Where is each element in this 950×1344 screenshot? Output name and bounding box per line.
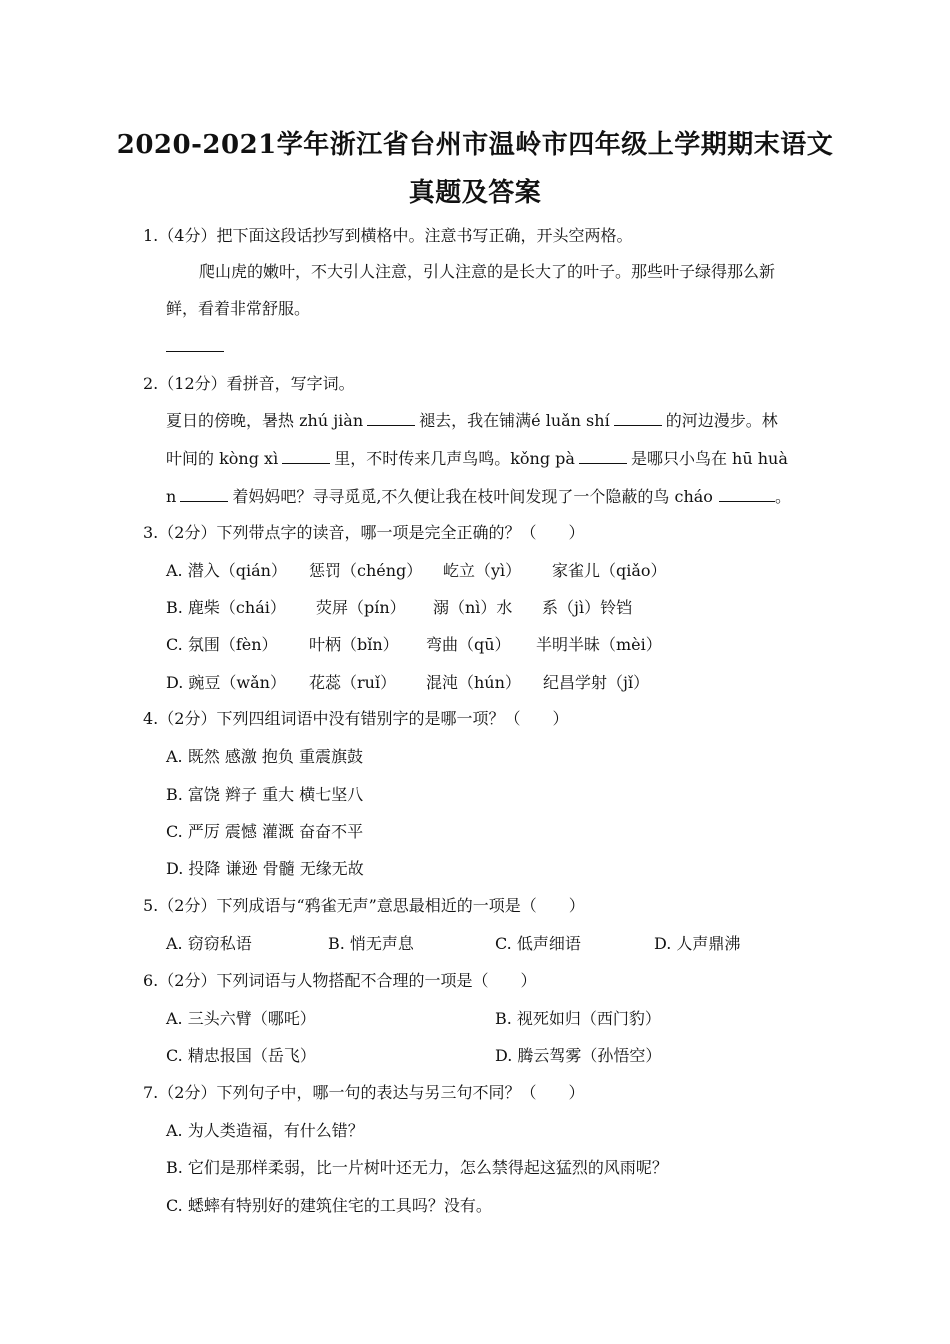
question-4-option-a: A. 既然 感激 抱负 重震旗鼓 [166, 747, 363, 766]
fill-blank [719, 487, 775, 502]
question-3-option-b [166, 597, 632, 619]
option-item: 纪昌学射（jǐ） [543, 673, 650, 692]
question-7-stem: 7.（2分）下列句子中，哪一句的表达与另三句不同？（ ） [143, 1083, 585, 1102]
question-2-line2 [166, 448, 788, 470]
q2-text: 里，不时传来几声鸟鸣。kǒng pà [334, 449, 575, 468]
option-item: D. 腾云驾雾（孙悟空） [495, 1046, 662, 1065]
question-7-option-a: A. 为人类造福，有什么错？ [166, 1121, 364, 1140]
option-item: 弯曲（qū） [426, 635, 511, 654]
question-1-stem: 1.（4分）把下面这段话抄写到横格中。注意书写正确，开头空两格。 [143, 226, 633, 245]
question-1-passage-line2: 鲜，看着非常舒服。 [166, 299, 311, 318]
option-item: 混沌（hún） [426, 673, 521, 692]
question-4-option-c: C. 严厉 震憾 灌溉 奋奋不平 [166, 822, 364, 841]
q2-text: 褪去，我在铺满é luǎn shí [419, 411, 610, 430]
q2-text: n [166, 487, 177, 506]
option-item: 溺（nì）水 [433, 598, 513, 617]
question-4-option-b: B. 富饶 辫子 重大 横七坚八 [166, 785, 364, 804]
document-title-line1: 2020-2021学年浙江省台州市温岭市四年级上学期期末语文 [116, 130, 834, 160]
document-title-line2: 真题及答案 [408, 178, 542, 208]
q2-text: 是哪只小鸟在 hū huà [630, 449, 788, 468]
option-item: 半明半昧（mèi） [536, 635, 662, 654]
question-6-stem: 6.（2分）下列词语与人物搭配不合理的一项是（ ） [143, 971, 537, 990]
option-item: 荧屏（pín） [316, 598, 406, 617]
question-7-option-b: B. 它们是那样柔弱，比一片树叶还无力，怎么禁得起这猛烈的风雨呢？ [166, 1158, 668, 1177]
option-item: 花蕊（ruǐ） [309, 673, 397, 692]
question-4-stem: 4.（2分）下列四组词语中没有错别字的是哪一项？（ ） [143, 709, 569, 728]
fill-blank [367, 411, 415, 426]
option-item: 家雀儿（qiǎo） [552, 561, 667, 580]
fill-blank [579, 449, 627, 464]
question-3-option-c [166, 634, 662, 656]
option-item: 屹立（yì） [443, 561, 522, 580]
q2-text: 。 [774, 487, 791, 506]
q2-text: 的河边漫步。林 [665, 411, 778, 430]
question-6-options-row1 [166, 1008, 661, 1030]
fill-blank [614, 411, 662, 426]
question-5-options [166, 933, 740, 955]
question-6-options-row2 [166, 1045, 661, 1067]
option-item: A. 潜入（qián） [166, 561, 287, 580]
question-2-line3 [166, 486, 791, 508]
option-item: B. 视死如归（西门豹） [495, 1009, 661, 1028]
question-4-option-d: D. 投降 谦逊 骨髓 无缘无故 [166, 859, 364, 878]
option-item: 系（jì）铃铛 [542, 598, 633, 617]
q2-text: 夏日的傍晚，暑热 zhú jiàn [166, 411, 364, 430]
option-item: D. 人声鼎沸 [654, 934, 741, 953]
option-item: 惩罚（chéng） [309, 561, 423, 580]
option-item: D. 豌豆（wǎn） [166, 673, 286, 692]
question-7-option-c: C. 蟋蟀有特别好的建筑住宅的工具吗？没有。 [166, 1196, 492, 1215]
option-item: A. 窃窃私语 [166, 934, 252, 953]
option-item: C. 低声细语 [495, 934, 581, 953]
question-1-answer-blank [166, 351, 224, 352]
option-item: B. 鹿柴（chái） [166, 598, 286, 617]
option-item: 叶柄（bǐn） [309, 635, 399, 654]
question-3-option-a [166, 560, 667, 582]
option-item: B. 悄无声息 [328, 934, 414, 953]
fill-blank [282, 449, 330, 464]
question-2-line1 [166, 410, 778, 432]
question-3-option-d [166, 672, 649, 694]
fill-blank [180, 487, 228, 502]
q2-text: 叶间的 kòng xì [166, 449, 279, 468]
q2-text: 着妈妈吧？寻寻觅觅,不久便让我在枝叶间发现了一个隐蔽的鸟 cháo [232, 487, 713, 506]
question-3-stem: 3.（2分）下列带点字的读音，哪一项是完全正确的？（ ） [143, 523, 585, 542]
question-1-passage-line1: 爬山虎的嫩叶，不大引人注意，引人注意的是长大了的叶子。那些叶子绿得那么新 [199, 262, 776, 281]
option-item: C. 精忠报国（岳飞） [166, 1046, 316, 1065]
option-item: C. 氛围（fèn） [166, 635, 278, 654]
option-item: A. 三头六臂（哪吒） [166, 1009, 316, 1028]
question-2-stem: 2.（12分）看拼音，写字词。 [143, 374, 355, 393]
question-5-stem: 5.（2分）下列成语与“鸦雀无声”意思最相近的一项是（ ） [143, 896, 585, 915]
